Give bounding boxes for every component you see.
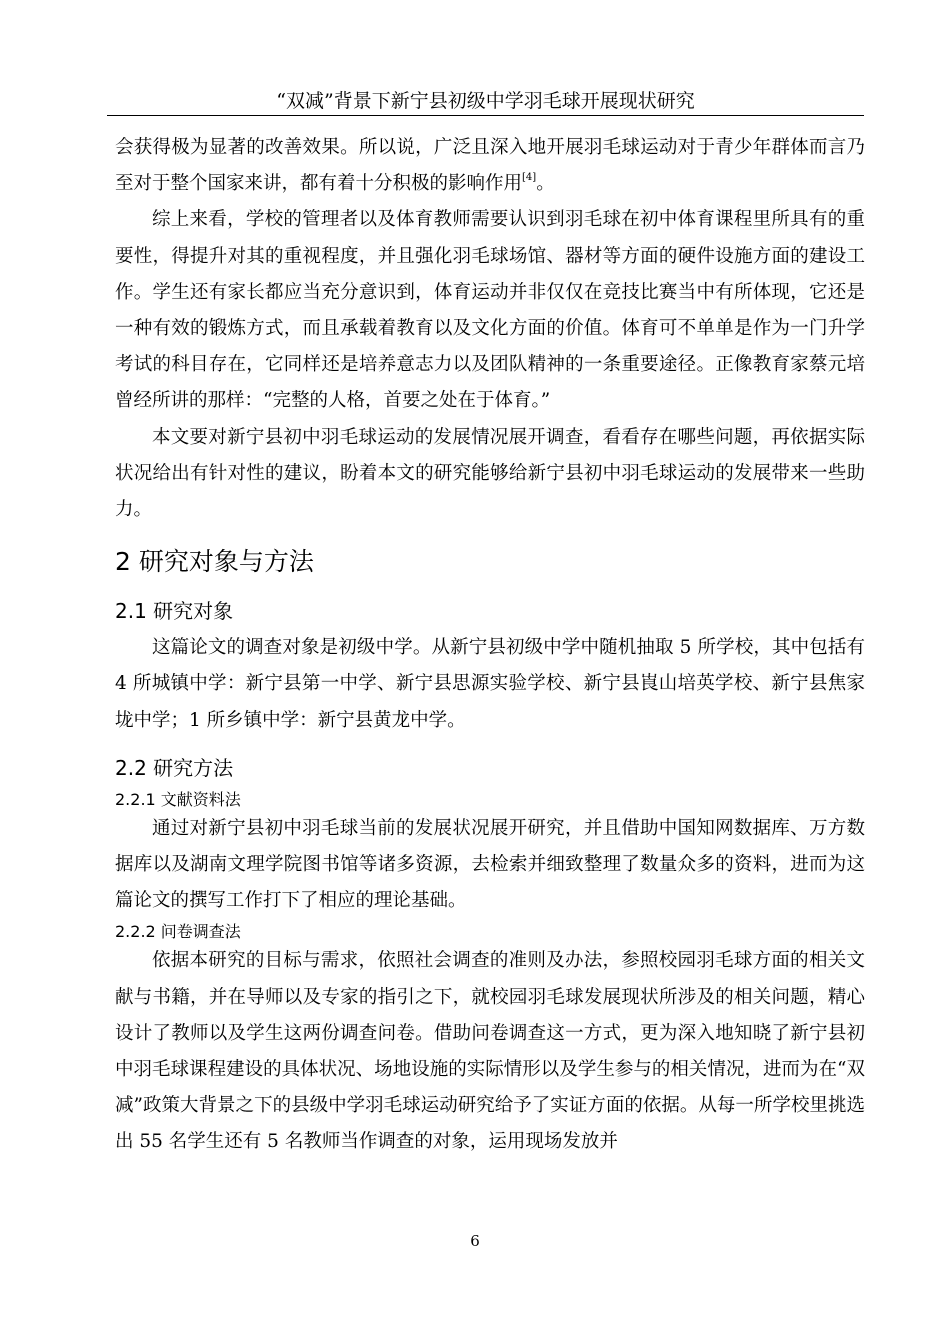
intro-paragraph-continued <box>115 130 865 202</box>
page-body <box>115 130 865 1161</box>
citation-ref[interactable]: [4] <box>522 172 537 184</box>
intro-paragraph: 本文要对新宁县初中羽毛球运动的发展情况展开调查，看看存在哪些问题，再依据实际状况给出有针对性的建议，盼着本文的研究能够给新宁县初中羽毛球运动的发展带来一些助力。 <box>115 426 865 521</box>
subsection-heading: 2.1 研究对象 <box>115 599 234 624</box>
body-paragraph: 这篇论文的调查对象是初级中学。从新宁县初级中学中随机抽取 5 所学校，其中包括有 4 所城镇中学：新宁县第一中学、新宁县思源实验学校、新宁县崀山培英学校、新宁县焦家垅中学；1 所乡镇中学：新宁县黄龙中学。 <box>115 637 865 731</box>
page-number: 6 <box>470 1232 480 1250</box>
subsection-heading: 2.2 研究方法 <box>115 755 234 780</box>
subsubsection-heading: 2.2.1 文献资料法 <box>115 789 241 809</box>
intro-paragraph-text: 会获得极为显著的改善效果。所以说，广泛且深入地开展羽毛球运动对于青少年群体而言乃至对于整个国家来讲，都有着十分积极的影响作用 <box>115 137 865 195</box>
body-paragraph: 依据本研究的目标与需求，依照社会调查的准则及办法，参照校园羽毛球方面的相关文献与书籍，并在导师以及专家的指引之下，就校园羽毛球发展现状所涉及的相关问题，精心设计了教师以及学生这两份调查问卷。借助问卷调查这一方式，更为深入地知晓了新宁县初中羽毛球课程建设的具体状况、场地设施的实际情形以及学生参与的相关情况，进而为在“双减”政策大背景之下的县级中学羽毛球运动研究给予了实证方面的依据。从每一所学校里挑选出 55 名学生还有 5 名教师当作调查的对象，运用现场发放并 <box>115 950 865 1153</box>
intro-paragraph: 综上来看，学校的管理者以及体育教师需要认识到羽毛球在初中体育课程里所具有的重要性，得提升对其的重视程度，并且强化羽毛球场馆、器材等方面的硬件设施方面的建设工作。学生还有家长都应当充分意识到，体育运动并非仅仅在竞技比赛当中有所体现，它还是一种有效的锻炼方式，而且承载着教育以及文化方面的价值。体育可不单单是作为一门升学考试的科目存在，它同样还是培养意志力以及团队精神的一条重要途径。正像教育家蔡元培曾经所讲的那样：“完整的人格，首要之处在于体育。” <box>115 209 865 412</box>
body-paragraph: 通过对新宁县初中羽毛球当前的发展状况展开研究，并且借助中国知网数据库、万方数据库以及湖南文理学院图书馆等诸多资源，去检索并细致整理了数量众多的资料，进而为这篇论文的撰写工作打下了相应的理论基础。 <box>115 817 865 912</box>
intro-paragraph-end: 。 <box>536 173 555 195</box>
section-heading: 2 研究对象与方法 <box>115 547 314 577</box>
subsubsection-heading: 2.2.2 问卷调查法 <box>115 922 241 942</box>
header-rule <box>107 115 864 116</box>
running-header: “双减”背景下新宁县初级中学羽毛球开展现状研究 <box>276 90 695 112</box>
